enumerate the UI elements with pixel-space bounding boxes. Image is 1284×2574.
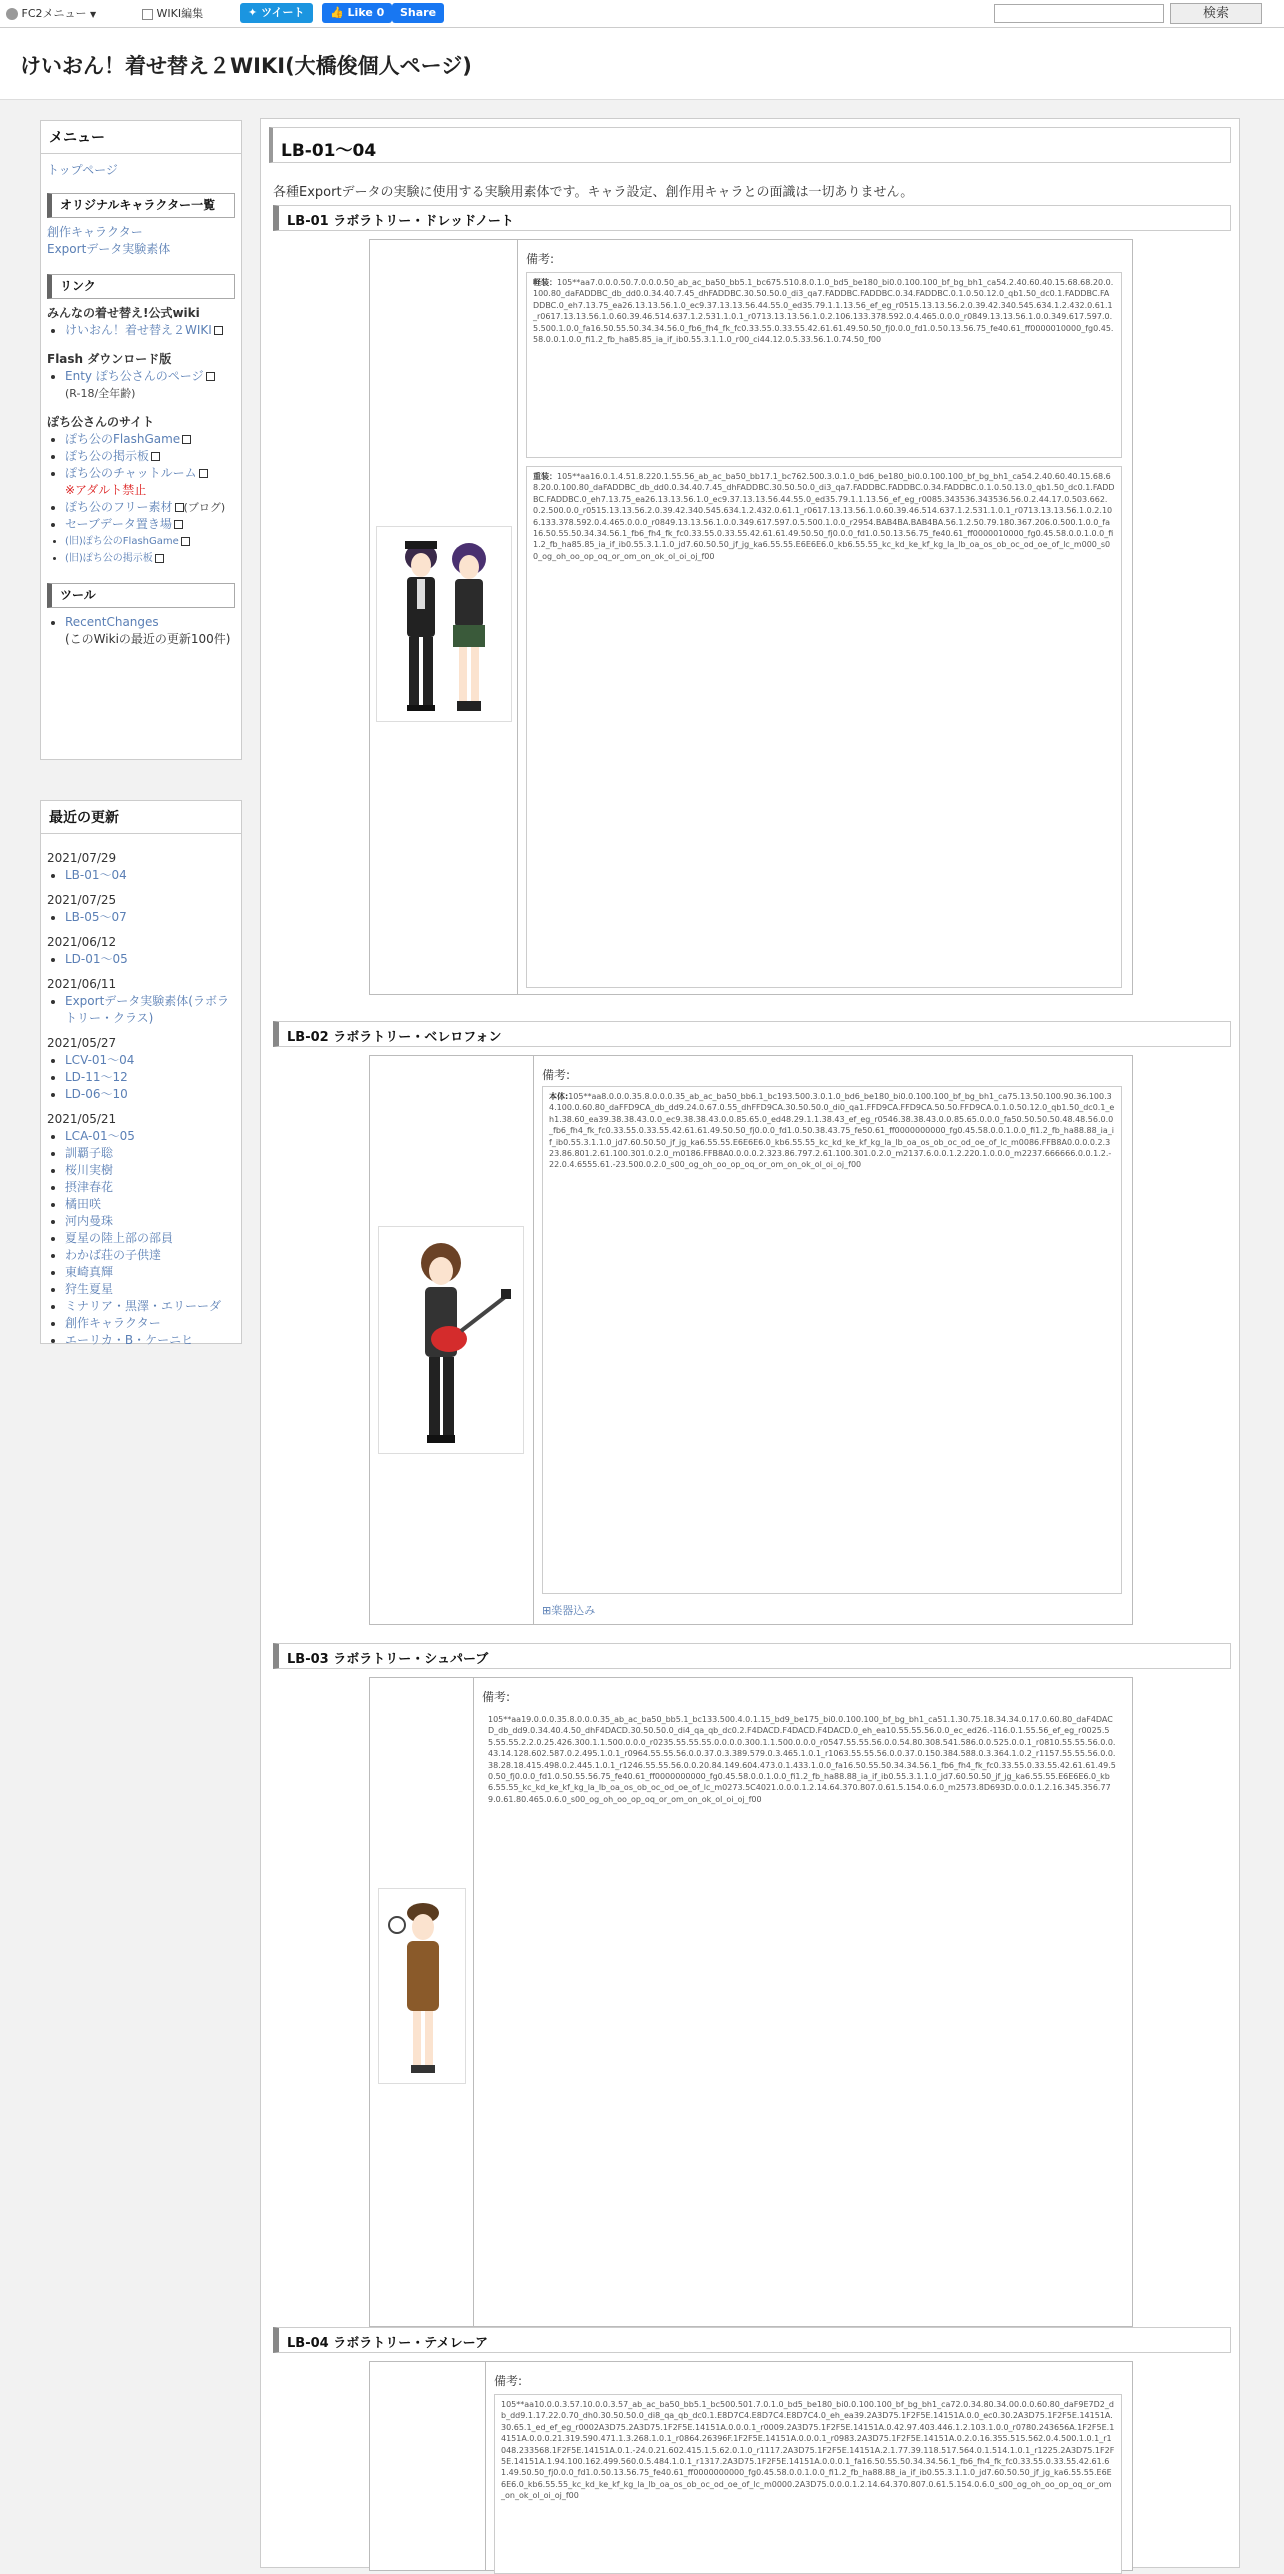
section-heading: LB-02 ラボラトリー・ベレロフォン (273, 1021, 1231, 1047)
note-cell (532, 1056, 1132, 1624)
update-date: 2021/06/11 (47, 977, 117, 991)
external-link-icon (199, 469, 208, 478)
update-link[interactable]: 東崎真輝 (65, 1265, 114, 1279)
update-link[interactable]: 創作キャラクター (65, 1316, 161, 1330)
update-link[interactable]: ミナリア・黒澤・エリーーダ (65, 1299, 222, 1313)
external-link-icon (151, 452, 160, 461)
entry-table (369, 1055, 1133, 1625)
pochi-site-label: ぽち公さんのサイト (47, 415, 155, 429)
image-cell (370, 2362, 486, 2570)
enty-link[interactable]: Enty ぽち公さんのページ (65, 369, 204, 383)
fc2-logo-icon (6, 8, 18, 20)
site-title[interactable]: けいおん！着せ替え２WIKI(大橋俊個人ページ) (20, 54, 472, 78)
update-link[interactable]: 摂津春花 (65, 1180, 114, 1194)
update-date: 2021/07/25 (47, 893, 117, 907)
recent-updates-panel (40, 800, 242, 1347)
note-cell (472, 1678, 1132, 2326)
top-page-link[interactable]: トップページ (47, 163, 118, 177)
tweet-label: ツイート (261, 6, 305, 19)
update-date: 2021/05/21 (47, 1112, 117, 1126)
export-code-box[interactable] (542, 1086, 1122, 1594)
tools-heading: ツール (47, 583, 235, 608)
original-char-link[interactable]: 創作キャラクター (47, 225, 143, 239)
character-image (378, 1888, 466, 2084)
export-code: 105**aa10.0.0.3.57.10.0.0.3.57_ab_ac_ba50_bb5.1_bc500.501.7.0.1.0_bd5_be180_bi0.0.100.100_bf_bg_bh1_ca72.0.34.80.34.00.0.0.60.80_daF9E7D2_db_dd9.1.17.22.0.70_dh0.30.50.50.0_di8_qa_qb_dc0.1.E8D7C4.E8D7C4.E8D7C4.0_eh_ea39.2A3D75.1F2F5E.14151A.0.0_ec0.30.2A3D75.1F2F5E.14151A.30.65.1_ed_ef_eg_r0002A3D75.2A3D75.1F2F5E.14151A.0.0.0.1_r0009.2A3D75.1F2F5E.14151A.0.42.97.403.446.1.2.103.1.0.0_r0780.243656A.1F2F5E.14151A.0.0.0.21.319.590.471.1.3.268.1.0.1_r0864.26396F.1F2F5E.14151A.0.0.0.1_r0983.2A3D75.1F2F5E.14151A.0.2.0.16.355.515.562.0.4.500.1.0.1_r1048.233568.1F2F5E.14151A.0.1.-24.0.21.602.415.1.5.62.0.1.0_r1117.2A3D75.1F2F5E.14151A.2.1.77.39.118.517.564.0.1.514.1.0.1_r1225.2A3D75.1F2F5E.14151A.1.94.100.162.499.560.0.5.484.1.0.1_r1317.2A3D75.1F2F5E.14151A.0.0.0.1_fa16.50.55.50.34.34.56.1_fb6_fh4_fk_fc0.33.55.0.33.55.42.61.61.49.50.50_fj0.0.0_fd1.0.50.13.56.75_fe40.61_ff0000000000_fg0.45.58.0.0.1.0.0_fi1.2_fb_ha88.88_ia_if_ib0.55.3.1.1.0_jd7.60.50.50_jf_jg_ka6.55.55.E6E6E6.0_kb6.55.55_kc_kd_ke_kf_kg_la_lb_oa_os_ob_oc_od_oe_of_lc_m0000.2A3D75.0.0.0.1.2.14.64.370.807.0.61.5.154.0.6.0_s00_og_oh_oo_op_oq_or_om_on_ok_ol_oi_oj_f00 (501, 2400, 1115, 2501)
note-label: 備考: (494, 2374, 523, 2388)
top-toolbar (0, 0, 1284, 28)
recent-changes-note: (このWikiの最近の更新100件) (65, 632, 231, 646)
export-code-box[interactable] (526, 272, 1122, 458)
pochi-chat-link[interactable]: ぽち公のチャットルーム (65, 466, 197, 480)
update-link[interactable]: 河内曼珠 (65, 1214, 114, 1228)
blog-tag: (ブログ) (183, 501, 226, 514)
pochi-flashgame-link[interactable]: ぽち公のFlashGame (65, 432, 181, 446)
original-char-link[interactable]: Exportデータ実験素体 (47, 242, 171, 256)
external-link-icon (174, 520, 183, 529)
recent-updates-list (41, 834, 241, 1359)
update-link[interactable]: LD-06～10 (65, 1087, 128, 1101)
like-label: Like 0 (347, 6, 385, 19)
update-link[interactable]: Exportデータ実験素体(ラボラトリー・クラス) (65, 994, 229, 1025)
update-link[interactable]: エーリカ・B・ケーニヒ (65, 1333, 194, 1347)
external-link-icon (155, 554, 164, 563)
export-code: 105**aa8.0.0.0.35.8.0.0.0.35_ab_ac_ba50_bb6.1_bc193.500.3.0.1.0_bd6_be180_bi0.0.100.100_bf_bg_bh1_ca75.13.50.100.90.36.100.34.100.0.60.80_daFFD9CA_db_dd9.24.0.67.0.55_dhFFD9CA.30.50.50.0_di0_qa1.FFD9CA.FFD9CA.50.50.FFD9CA.0.1.0.50.12.0_qb1.50_dc0.1_eh1.38.60_ea39.38.38.43.0.0_ec9.38.38.43.0.0.85.65.0_ed48.29.1.1.38.43_ef_eg_r0546.38.38.43.0.0.85.65.0.0.0_fa50.50.50.50.48.48.56.0.0_fb6_fh4_fk_fc0.33.55.0.33.55.42.61.61.49.50.50_fj0.0.0_fd1.0.50.38.43.75_fe50.61_ff0000000000_fg0.45.58.0.0.1.0.0_fi1.2_fb_ha88.88_ia_if_ib0.55.3.1.1.0_jd7.60.50.50_jf_jg_ka6.55.55.E6E6E6.0_kb6.55.55_kc_kd_ke_kf_kg_la_lb_oa_os_ob_oc_od_oe_of_lc_m0086.FFB8A0.0.0.0.2.323.86.801.2.61.100.301.0.2.0_m0186.FFB8A0.0.0.0.2.323.86.797.2.61.100.301.0.2.0_m2137.6.0.0.1.2.220.1.0.0.0_m2237.666666.0.0.1.2.-22.0.4.6555.61.-23.500.0.2.0_s00_og_oh_oo_op_oq_or_om_on_ok_ol_oi_oj_f00 (549, 1092, 1115, 1170)
fc2-menu[interactable] (6, 5, 96, 21)
external-link-icon (206, 372, 215, 381)
update-date: 2021/06/12 (47, 935, 117, 949)
update-link[interactable]: LB-05～07 (65, 910, 127, 924)
wiki-edit-link[interactable] (142, 5, 203, 21)
update-link[interactable]: わかば荘の子供達 (65, 1248, 162, 1262)
site-header (0, 28, 1284, 100)
old-bbs-link[interactable]: (旧)ぽち公の掲示板 (65, 553, 153, 564)
recent-updates-title: 最近の更新 (41, 801, 241, 834)
update-link[interactable]: 訓覇子聡 (65, 1146, 114, 1160)
character-image (376, 526, 512, 722)
facebook-share-button[interactable] (392, 3, 444, 23)
external-link-icon (181, 537, 190, 546)
flash-note: (R-18/全年齢) (65, 387, 136, 400)
pochi-bbs-link[interactable]: ぽち公の掲示板 (65, 449, 150, 463)
section-heading: LB-01 ラボラトリー・ドレッドノート (273, 205, 1231, 231)
code-label: 重装： (533, 472, 557, 481)
caret-down-icon: ▼ (90, 10, 97, 19)
code-label: 本体: (549, 1092, 569, 1101)
update-link[interactable]: 桜川実樹 (65, 1163, 114, 1177)
update-link[interactable]: 夏星の陸上部の部員 (65, 1231, 174, 1245)
section-heading: LB-03 ラボラトリー・シュパーブ (273, 1643, 1231, 1669)
export-code: 105**aa19.0.0.0.35.8.0.0.0.35_ab_ac_ba50_bb5.1_bc133.500.4.0.1.15_bd9_be175_bi0.0.100.100_bf_bg_bh1_ca51.1.30.75.18.34.34.0.17.0.60.80_daF4DACD_db_dd9.0.34.40.4.50_dhF4DACD.30.50.50.0_di4_qa_qb_dc0.2.F4DACD.F4DACD.F4DACD.0_eh_ea10.55.55.56.0.0_ec_ed26.-116.0.1.55.56_ef_eg_r0025.55.55.55.2.2.0.25.426.300.1.1.500.0.0.0_r0235.55.55.55.0.0.0.0.300.1.1.500.0.0.0_r0547.55.55.56.0.0.54.80.308.541.586.0.0.525.0.0.1_r0810.55.55.56.0.0.43.14.128.602.587.0.2.495.1.0.1_r0964.55.55.56.0.0.37.0.3.389.579.0.3.465.1.0.1_r1063.55.55.56.0.0.37.0.150.384.588.0.3.364.1.0.2_r1157.55.55.56.0.0.38.28.18.415.498.0.2.445.1.0.1_r1246.55.55.56.0.0.20.84.149.604.473.0.1.433.1.0.0_fa16.50.55.50.34.34.56.1_fb6_fh4_fk_fc0.33.55.0.33.55.42.61.61.49.50.50_fj0.0.0_fd1.0.50.55.56.75_fe40.61_ff0000000000_fg0.45.58.0.0.1.0.0_fi1.2_fb_ha88.88_ia_if_ib0.55.3.1.1.0_jd7.60.50.50_jf_jg_ka6.55.55.E6E6E6.0_kb6.55.55_kc_kd_ke_kf_kg_la_lb_oa_os_ob_oc_od_oe_of_lc_m0273.5C4021.0.0.0.1.2.14.64.370.807.0.61.5.154.0.6.0_m2573.8D693D.0.0.0.1.2.16.345.356.779.0.61.80.465.0.6.0_s00_og_oh_oo_op_oq_or_om_on_ok_ol_oi_oj_f00 (488, 1715, 1116, 1804)
update-link[interactable]: LD-11～12 (65, 1070, 128, 1084)
menu-title: メニュー (41, 121, 241, 154)
image-cell (370, 1678, 474, 2326)
twitter-bird-icon: ✦ (248, 6, 258, 19)
code-label: 軽装： (533, 278, 557, 287)
export-code: 105**aa7.0.0.0.50.7.0.0.0.50_ab_ac_ba50_bb5.1_bc675.510.8.0.1.0_bd5_be180_bi0.0.100.100_bf_bg_bh1_ca54.2.40.60.40.15.68.68.20.0.100.80_daFADDBC_db_dd0.0.34.40.7.45_dhFADDBC.30.50.50.0_di3_qa7.FADDBC.FADDBC.0.34.FADDBC.0.1.0.50.12.0_qb1.50_dc0.1.FADDBC.FADDBC.0_eh7.13.75_ea26.13.13.56.1.0_ec9.37.13.13.56.44.55.0_ed35.79.1.1.13.56_ef_eg_r0515.13.13.56.2.0.39.42.340.545.634.1.2.432.0.61.1_r0617.13.13.56.1.0.60.39.46.514.637.1.2.531.1.0.1_r0713.13.13.56.1.0.2.106.133.378.592.0.4.465.0.0.0_r0849.13.13.56.1.0.0.349.617.597.0.5.500.1.0.0_fa16.50.55.50.34.34.56.0_fb6_fh4_fk_fc0.33.55.0.33.55.42.61.61.49.50.50_fj0.0.0_fd1.0.50.13.56.75_fe40.61_ff0000010000_fg0.45.58.0.0.1.0.0_fi1.2_fb_ha85.85_ia_if_ib0.55.3.1.1.0_r00_ci44.12.0.5.33.56.1.0.74.50_f00 (533, 278, 1114, 345)
facebook-like-button[interactable] (322, 3, 392, 23)
character-image (378, 1226, 524, 1454)
wiki-edit-label: WIKI編集 (156, 7, 204, 20)
search-input[interactable] (994, 4, 1164, 23)
share-label: Share (400, 6, 437, 19)
pochi-free-material-link[interactable]: ぽち公のフリー素材 (65, 500, 173, 514)
section-heading: LB-04 ラボラトリー・テメレーア (273, 2327, 1231, 2353)
note-label: 備考: (542, 1068, 571, 1082)
fold-label: 楽器込み (551, 1604, 596, 1617)
expand-icon: ⊞ (542, 1604, 552, 1617)
note-label: 備考: (482, 1690, 511, 1704)
old-flashgame-link[interactable]: (旧)ぽち公のFlashGame (65, 536, 179, 547)
update-link[interactable]: LCV-01～04 (65, 1053, 135, 1067)
recent-changes-link[interactable]: RecentChanges (65, 615, 159, 629)
entry-table (369, 239, 1133, 995)
external-link-icon (214, 326, 223, 335)
original-chars-heading: オリジナルキャラクター一覧 (47, 193, 235, 218)
update-link[interactable]: LD-01～05 (65, 952, 128, 966)
save-data-link[interactable]: セーブデータ置き場 (65, 517, 172, 531)
search-button[interactable]: 検索 (1170, 3, 1262, 24)
official-wiki-label: みんなの着せ替え!公式wiki (47, 306, 200, 320)
page-title: LB-01～04 (269, 127, 1231, 163)
note-cell (516, 240, 1132, 994)
links-heading: リンク (47, 274, 235, 299)
entry-table (369, 2361, 1133, 2571)
note-cell (484, 2362, 1132, 2570)
image-cell (370, 1056, 534, 1624)
main-content (260, 118, 1240, 2568)
update-link[interactable]: LB-01～04 (65, 868, 127, 882)
update-link[interactable]: 狩生夏星 (65, 1282, 114, 1296)
flash-download-label: Flash ダウンロード版 (47, 352, 172, 366)
official-wiki-link[interactable]: けいおん！着せ替え２WIKI (65, 323, 212, 337)
entry-table (369, 1677, 1133, 2327)
tweet-button[interactable] (240, 3, 313, 23)
sidebar-menu (40, 120, 242, 760)
update-link[interactable]: 橘田咲 (65, 1197, 102, 1211)
fc2-menu-label: FC2メニュー (21, 7, 87, 20)
edit-icon (142, 9, 153, 20)
export-code-box[interactable] (526, 466, 1122, 988)
note-label: 備考: (526, 252, 555, 266)
thumbs-up-icon: 👍 (330, 6, 344, 19)
export-code-box[interactable] (494, 2394, 1122, 2574)
adult-warning: ※アダルト禁止 (65, 483, 147, 497)
export-code-box[interactable] (482, 1710, 1122, 2318)
page-intro: 各種Exportデータの実験に使用する実験用素体です。キャラ設定、創作用キャラとの面識は一切ありません。 (273, 185, 914, 200)
update-link[interactable]: LCA-01～05 (65, 1129, 135, 1143)
update-date: 2021/05/27 (47, 1036, 117, 1050)
export-code: 105**aa16.0.1.4.51.8.220.1.55.56_ab_ac_ba50_bb17.1_bc762.500.3.0.1.0_bd6_be180_bi0.0.100.100_bf_bg_bh1_ca54.2.40.60.40.15.68.68.20.0.100.80_daFADDBC_db_dd0.0.34.40.7.45_dhFADDBC.30.50.50.0_di3_qa7.FADDBC.FADDBC.0.34.FADDBC.0.1.0.50.13.0_qb1.50_dc0.1.FADDBC.FADDBC.0_eh7.13.75_ea26.13.13.56.1.0_ec9.37.13.13.56.44.55.0_ed35.79.1.1.13.56_ef_eg_r0085.343536.343536.56.0.2.44.17.0.503.662.0.2.500.0.0_r0515.13.13.56.2.0.39.42.340.545.634.1.2.432.0.61.1_r0617.13.13.56.1.0.60.39.46.514.637.1.2.531.1.0.1_r0713.13.13.56.1.0.2.106.133.378.592.0.4.465.0.0.0_r0849.13.13.56.1.0.0.349.617.597.0.5.500.1.0.0_r2954.BAB4BA.BAB4BA.56.1.2.50.79.180.367.206.0.500.1.0.0_fa16.50.55.50.34.34.56.1_fb6_fh4_fk_fc0.33.55.0.33.55.42.61.61.49.50.50_fj0.0.0_fd1.0.50.13.56.75_fe40.61_ff0000010000_fg0.45.58.0.0.1.0.0_fi1.2_fb_ha85.85_ia_if_ib0.55.3.1.1.0_jd7.60.50.50_jf_jg_ka6.55.55.E6E6E6.0_kb6.55.55_kc_kd_ke_kf_kg_la_lb_oa_os_ob_oc_od_oe_of_lc_m000_s00_og_oh_oo_op_oq_or_om_on_ok_ol_oi_oj_f00 (533, 472, 1115, 561)
external-link-icon (175, 503, 184, 512)
fold-toggle[interactable] (542, 1602, 595, 1618)
external-link-icon (182, 435, 191, 444)
image-cell (370, 240, 518, 994)
update-date: 2021/07/29 (47, 851, 117, 865)
